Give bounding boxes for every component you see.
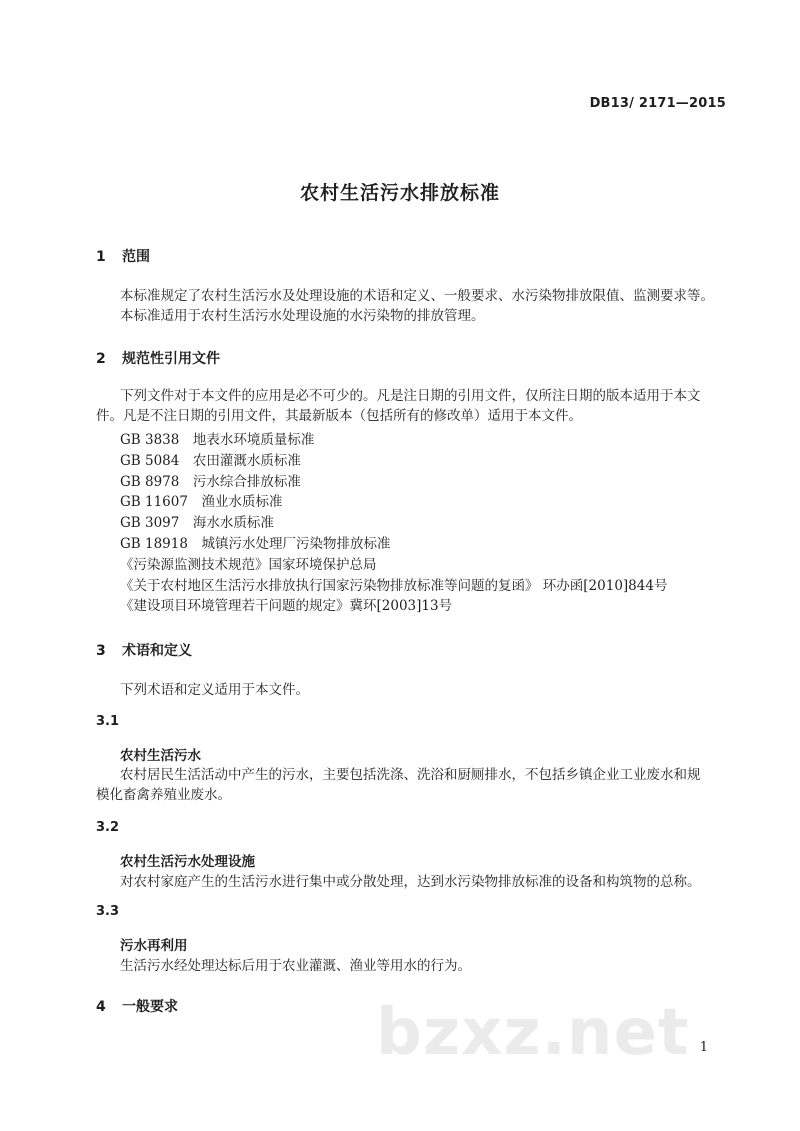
reference-list — [120, 430, 760, 617]
section-title: 范围 — [122, 249, 150, 265]
section-2-heading — [96, 348, 220, 368]
reference-item: GB 3097 海水水质标准 — [120, 515, 274, 532]
term-definition — [96, 765, 756, 805]
term-definition — [120, 872, 760, 892]
document-title: 农村生活污水排放标准 — [299, 182, 500, 204]
standard-number: DB13/ 2171—2015 — [589, 96, 726, 111]
reference-item: 《污染源监测技术规范》国家环境保护总局 — [120, 556, 377, 573]
term-number: 3.3 — [96, 904, 120, 919]
term-title: 污水再利用 — [120, 938, 188, 954]
section-number: 4 — [96, 999, 106, 1015]
paragraph-line: 下列文件对于本文件的应用是必不可少的。凡是注日期的引用文件，仅所注日期的版本适用于本文 — [120, 388, 701, 404]
watermark: bzxz.net — [376, 996, 690, 1070]
section-title: 规范性引用文件 — [122, 351, 220, 367]
section-number: 2 — [96, 351, 106, 367]
section-3-intro: 下列术语和定义适用于本文件。 — [120, 682, 309, 698]
reference-item: GB 5084 农田灌溉水质标准 — [120, 452, 301, 469]
section-title: 术语和定义 — [122, 643, 192, 659]
section-title: 一般要求 — [122, 999, 178, 1015]
section-4-heading — [96, 996, 178, 1016]
term-number: 3.2 — [96, 820, 120, 835]
section-number: 3 — [96, 643, 106, 659]
page-number: 1 — [699, 1040, 708, 1055]
section-number: 1 — [96, 249, 106, 265]
section-1-heading — [96, 246, 150, 266]
paragraph-line: 件。凡是不注日期的引用文件，其最新版本（包括所有的修改单）适用于本文件。 — [96, 408, 582, 424]
paragraph-line: 本标准适用于农村生活污水处理设施的水污染物的排放管理。 — [120, 308, 485, 324]
term-definition — [120, 956, 760, 976]
reference-item: 《关于农村地区生活污水排放执行国家污染物排放标准等问题的复函》 环办函[2010]844号 — [120, 577, 668, 594]
reference-item: 《建设项目环境管理若干问题的规定》冀环[2003]13号 — [120, 598, 453, 615]
reference-item: GB 11607 渔业水质标准 — [120, 494, 283, 511]
reference-item: GB 3838 地表水环境质量标准 — [120, 432, 315, 448]
term-title: 农村生活污水处理设施 — [120, 854, 255, 870]
paragraph-line: 对农村家庭产生的生活污水进行集中或分散处理，达到水污染物排放标准的设备和构筑物的总称。 — [120, 874, 701, 890]
reference-item: GB 18918 城镇污水处理厂污染物排放标准 — [120, 535, 391, 552]
paragraph-line: 生活污水经处理达标后用于农业灌溉、渔业等用水的行为。 — [120, 958, 471, 974]
section-2-intro — [96, 386, 756, 426]
paragraph-line: 模化畜禽养殖业废水。 — [96, 787, 231, 803]
reference-item: GB 8978 污水综合排放标准 — [120, 473, 301, 490]
paragraph-line: 本标准规定了农村生活污水及处理设施的术语和定义、一般要求、水污染物排放限值、监测要求等。 — [120, 288, 714, 304]
section-1-body — [120, 286, 760, 326]
term-title: 农村生活污水 — [120, 748, 201, 764]
paragraph-line: 农村居民生活活动中产生的污水，主要包括洗涤、洗浴和厨厕排水，不包括乡镇企业工业废水和规 — [120, 767, 701, 783]
term-number: 3.1 — [96, 714, 120, 729]
section-3-heading — [96, 640, 192, 660]
